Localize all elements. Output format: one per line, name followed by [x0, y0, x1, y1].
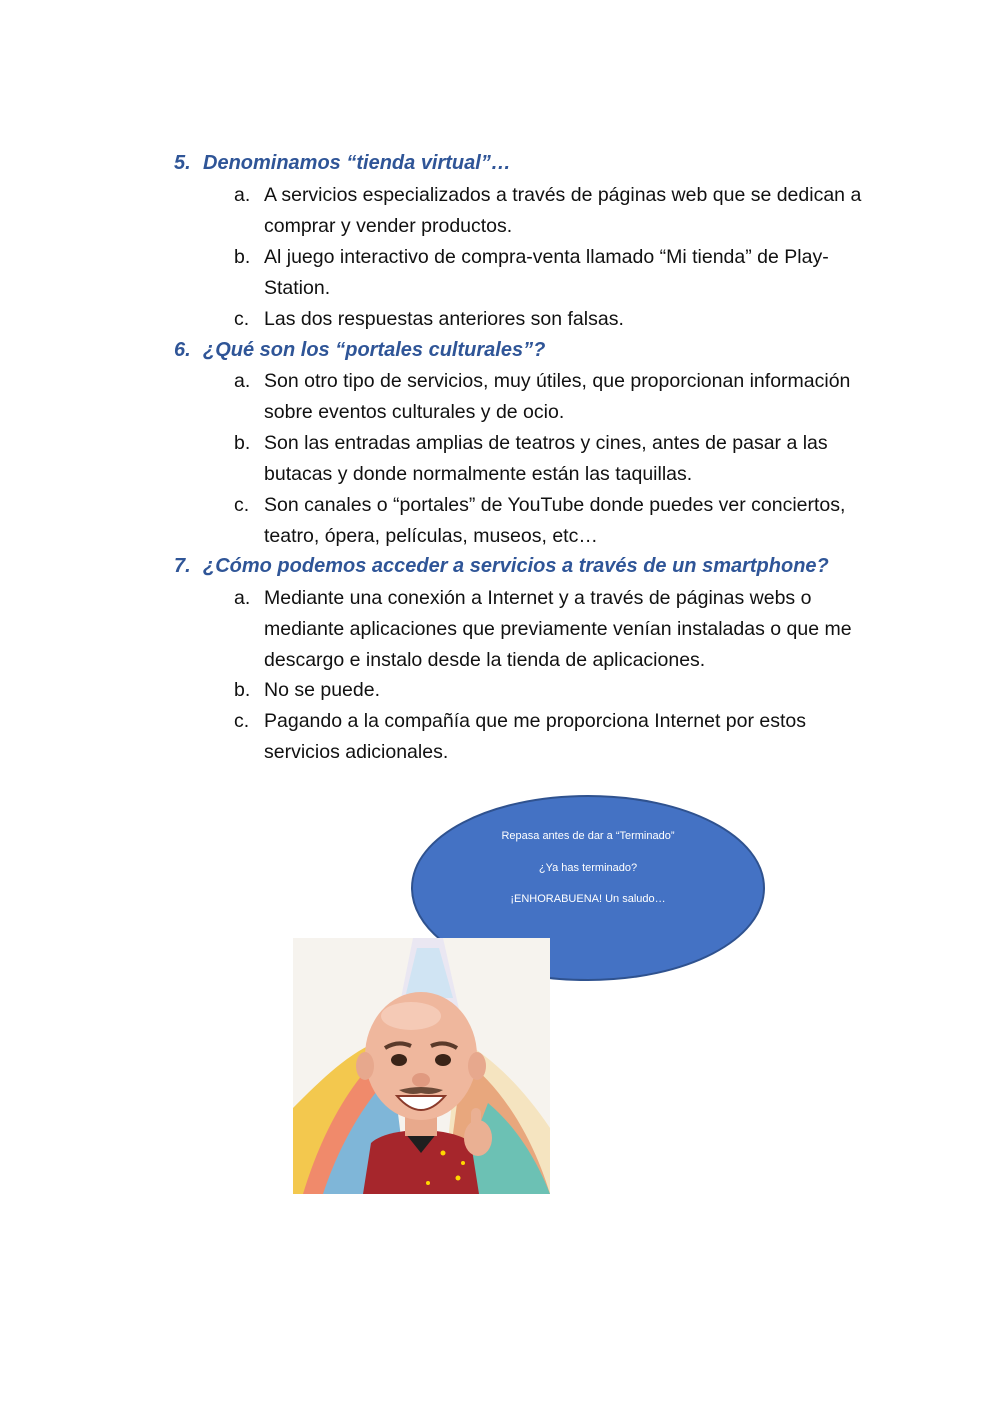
option-letter: c. [234, 308, 250, 330]
question-7-option-c[interactable] [234, 706, 874, 768]
option-letter: a. [234, 184, 251, 206]
question-7-title [174, 551, 829, 582]
question-text: Denominamos “tienda virtual”… [203, 152, 511, 174]
option-letter: a. [234, 587, 251, 609]
question-6-option-c[interactable] [234, 490, 874, 552]
option-letter: c. [234, 494, 250, 516]
question-6-option-a[interactable] [234, 366, 874, 428]
question-6-option-b[interactable] [234, 428, 874, 490]
question-7-option-a[interactable] [234, 583, 874, 676]
question-5-option-c[interactable] [234, 304, 874, 335]
option-letter: b. [234, 679, 251, 701]
question-5-title [174, 148, 511, 179]
question-5-option-a[interactable] [234, 180, 874, 242]
question-text: ¿Qué son los “portales culturales”? [203, 339, 546, 361]
option-text: Las dos respuestas anteriores son falsas. [264, 308, 624, 330]
option-text: No se puede. [264, 679, 381, 701]
question-5-option-b[interactable] [234, 242, 874, 304]
bubble-line-1: Repasa antes de dar a “Terminado” [501, 830, 675, 842]
option-letter: a. [234, 370, 251, 392]
avatar-illustration [293, 938, 550, 1194]
option-text: Son canales o “portales” de YouTube donde puedes ver conciertos, teatro, ópera, películas, museos, etc… [264, 494, 846, 547]
option-text: A servicios especializados a través de páginas web que se dedican a comprar y vender productos. [264, 184, 862, 237]
option-text: Son otro tipo de servicios, muy útiles, que proporcionan información sobre eventos culturales y de ocio. [264, 370, 851, 423]
option-text: Mediante una conexión a Internet y a través de páginas webs o mediante aplicaciones que previamente venían instaladas o que me descargo e instalo desde la tienda de aplicaciones. [264, 587, 852, 671]
question-text: ¿Cómo podemos acceder a servicios a través de un smartphone? [203, 555, 829, 577]
bubble-line-3: ¡ENHORABUENA! Un saludo… [510, 893, 666, 905]
option-letter: b. [234, 246, 251, 268]
question-number: 6. [174, 339, 191, 361]
option-letter: c. [234, 710, 250, 732]
bubble-line-2: ¿Ya has terminado? [538, 862, 638, 874]
option-text: Pagando a la compañía que me proporciona Internet por estos servicios adicionales. [264, 710, 807, 763]
option-text: Son las entradas amplias de teatros y cines, antes de pasar a las butacas y donde normalmente están las taquillas. [264, 432, 828, 485]
question-6-title [174, 335, 545, 366]
option-letter: b. [234, 432, 251, 454]
question-7-option-b[interactable] [234, 675, 874, 706]
option-text: Al juego interactivo de compra-venta llamado “Mi tienda” de Play-Station. [264, 246, 829, 299]
question-number: 7. [174, 555, 191, 577]
question-number: 5. [174, 152, 191, 174]
